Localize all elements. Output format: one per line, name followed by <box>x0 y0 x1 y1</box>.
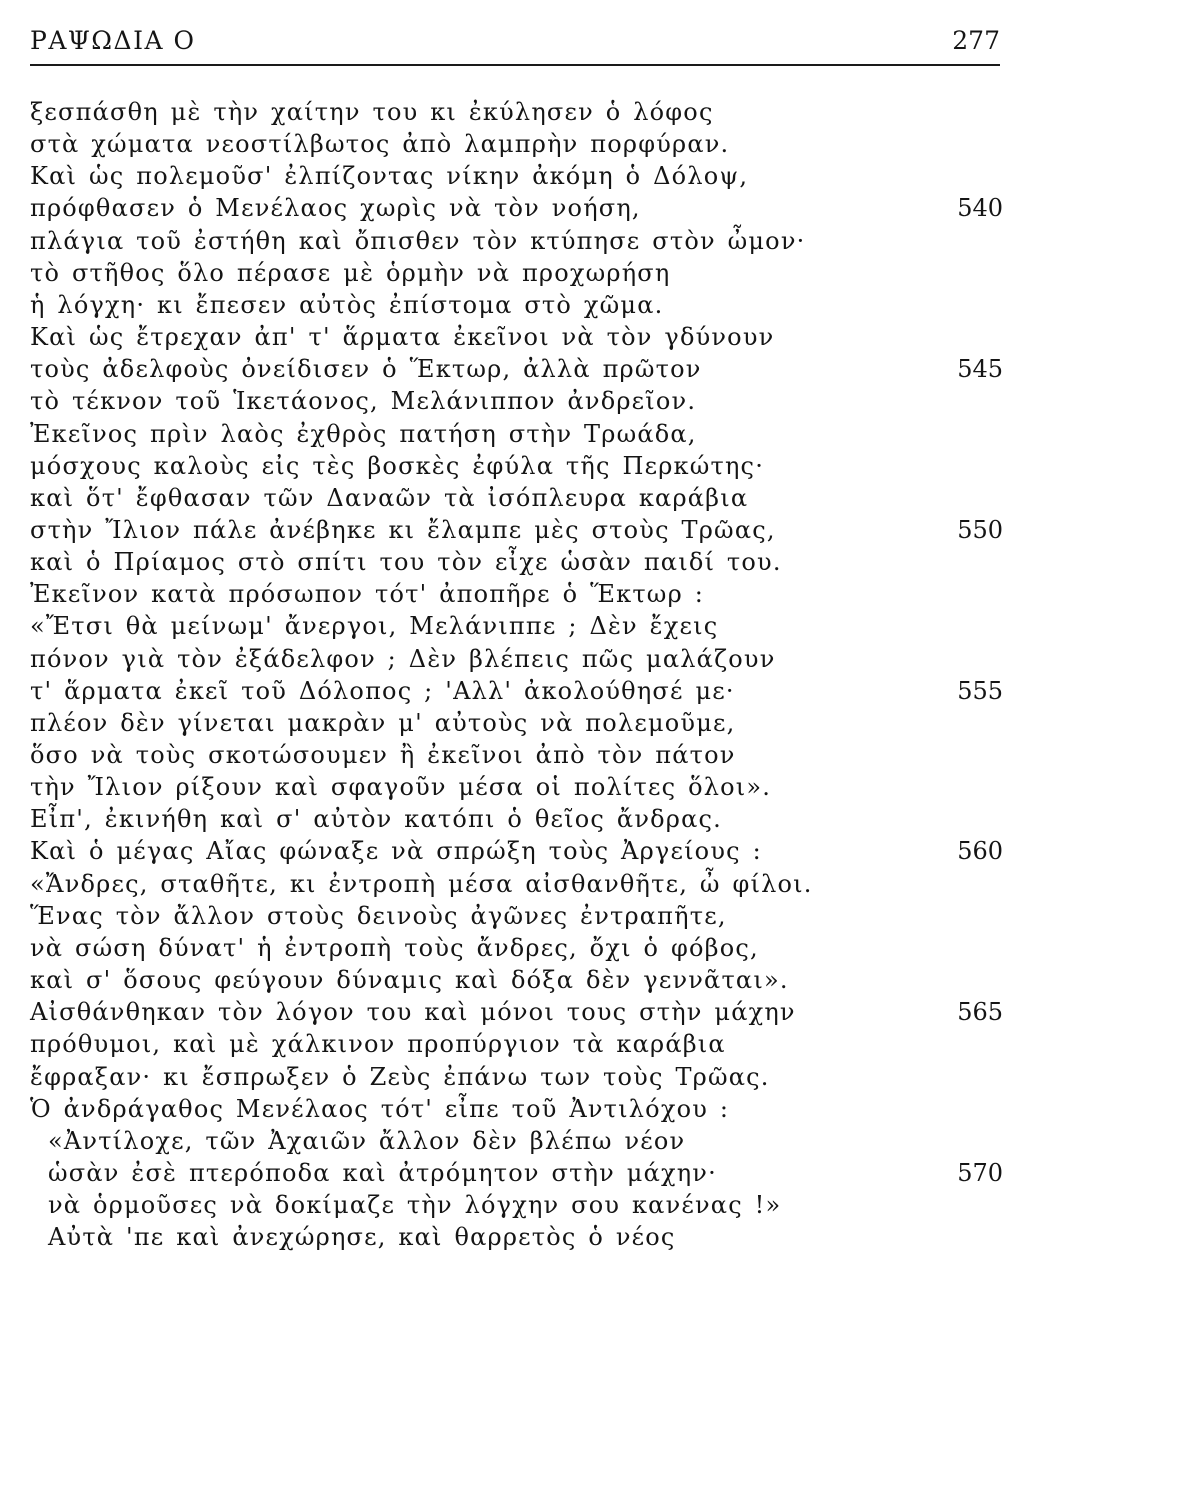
verse-line <box>0 675 1191 707</box>
verse-line <box>0 1221 1191 1253</box>
verse-text: Ἐκεῖνον κατὰ πρόσωπον τότ' ἀποπῆρε ὁ Ἕκτωρ : <box>30 580 704 609</box>
verse-line <box>0 964 1191 996</box>
verse-line <box>0 514 1191 546</box>
verse-text: καὶ ὁ Πρίαμος στὸ σπίτι του τὸν εἶχε ὡσὰν παιδί του. <box>30 548 782 577</box>
verse-text: Ὁ ἀνδράγαθος Μενέλαος τότ' εἶπε τοῦ Ἀντιλόχου : <box>30 1094 730 1123</box>
verse-text: πλάγια τοῦ ἐστήθη καὶ ὄπισθεν τὸν κτύπησε στὸν ὦμον· <box>30 226 806 255</box>
verse-line <box>0 353 1191 385</box>
page-number: 277 <box>952 26 1000 55</box>
page-header <box>30 22 1000 62</box>
verse-line <box>0 1028 1191 1060</box>
verse-line <box>0 96 1191 128</box>
verse-line <box>0 1157 1191 1189</box>
verse-text: πρόφθασεν ὁ Μενέλαος χωρὶς νὰ τὸν νοήση, <box>30 194 641 223</box>
verse-line <box>0 482 1191 514</box>
verse-line <box>0 257 1191 289</box>
verse-text: τὴν Ἴλιον ρίξουν καὶ σφαγοῦν μέσα οἱ πολίτες ὅλοι». <box>30 773 772 802</box>
verse-text: Αἰσθάνθηκαν τὸν λόγον του καὶ μόνοι τους στὴν μάχην <box>30 998 796 1027</box>
verse-text: τ' ἅρματα ἐκεῖ τοῦ Δόλοπος ; 'Αλλ' ἀκολούθησέ με· <box>30 676 735 705</box>
verse-line <box>0 578 1191 610</box>
verse-line <box>0 868 1191 900</box>
verse-line <box>0 192 1191 224</box>
verse-line <box>0 160 1191 192</box>
verse-text: Καὶ ὁ μέγας Αἴας φώναξε νὰ σπρώξη τοὺς Ἀργείους : <box>30 837 762 866</box>
verse-number: 545 <box>957 355 1003 384</box>
verse-text: «Ἄνδρες, σταθῆτε, κι ἐντροπὴ μέσα αἰσθανθῆτε, ὦ φίλοι. <box>30 869 813 898</box>
verse-text: Εἶπ', ἐκινήθη καὶ σ' αὐτὸν κατόπι ὁ θεῖος ἄνδρας. <box>30 805 722 834</box>
verse-text: ἡ λόγχη· κι ἔπεσεν αὐτὸς ἐπίστομα στὸ χῶμα. <box>30 290 664 319</box>
verse-line <box>0 996 1191 1028</box>
verse-line <box>0 225 1191 257</box>
verse-text: ἔφραξαν· κι ἔσπρωξεν ὁ Ζεὺς ἐπάνω των τοὺς Τρῶας. <box>30 1062 770 1091</box>
verse-line <box>0 385 1191 417</box>
verse-text: πόνον γιὰ τὸν ἐξάδελφον ; Δὲν βλέπεις πῶς μαλάζουν <box>30 644 776 673</box>
verse-line <box>0 289 1191 321</box>
verse-line <box>0 771 1191 803</box>
verse-line <box>0 546 1191 578</box>
verse-line <box>0 1189 1191 1221</box>
verse-line <box>0 932 1191 964</box>
verse-text: Αὐτὰ 'πε καὶ ἀνεχώρησε, καὶ θαρρετὸς ὁ νέος <box>48 1223 676 1252</box>
verse-line <box>0 1061 1191 1093</box>
verse-text: ξεσπάσθη μὲ τὴν χαίτην του κι ἐκύλησεν ὁ λόφος <box>30 98 714 126</box>
verse-line <box>0 128 1191 160</box>
verse-line <box>0 321 1191 353</box>
verse-text: τὸ τέκνον τοῦ Ἱκετάονος, Μελάνιππον ἀνδρεῖον. <box>30 387 697 416</box>
verse-text: καὶ σ' ὅσους φεύγουν δύναμις καὶ δόξα δὲν γεννᾶται». <box>30 966 789 995</box>
verse-line <box>0 418 1191 450</box>
verse-number: 565 <box>957 998 1003 1027</box>
verse-text: ὅσο νὰ τοὺς σκοτώσουμεν ἢ ἐκεῖνοι ἀπὸ τὸν πάτον <box>30 741 736 769</box>
verse-line <box>0 900 1191 932</box>
verse-text: Καὶ ὡς πολεμοῦσ' ἐλπίζοντας νίκην ἀκόμη ὁ Δόλοψ, <box>30 162 749 191</box>
running-title: ΡΑΨΩΔΙΑ Ο <box>30 26 196 55</box>
verse-text: μόσχους καλοὺς εἰς τὲς βοσκὲς ἐφύλα τῆς Περκώτης· <box>30 451 765 480</box>
verse-number: 540 <box>957 194 1003 223</box>
verse-text: Ἐκεῖνος πρὶν λαὸς ἐχθρὸς πατήση στὴν Τρωάδα, <box>30 419 697 448</box>
header-rule <box>30 64 1000 66</box>
verse-text: «Ἔτσι θὰ μείνωμ' ἄνεργοι, Μελάνιππε ; Δὲν ἔχεις <box>30 612 719 641</box>
verse-text: τοὺς ἀδελφοὺς ὀνείδισεν ὁ Ἕκτωρ, ἀλλὰ πρῶτον <box>30 355 702 384</box>
verse-line <box>0 1093 1191 1125</box>
verse-line <box>0 610 1191 642</box>
verse-line <box>0 643 1191 675</box>
verse-text: στὰ χώματα νεοστίλβωτος ἀπὸ λαμπρὴν πορφύραν. <box>30 130 730 159</box>
verse-text: Καὶ ὡς ἔτρεχαν ἀπ' τ' ἅρματα ἐκεῖνοι νὰ τὸν γδύνουν <box>30 323 775 352</box>
verse-number: 560 <box>957 837 1003 866</box>
verse-line <box>0 803 1191 835</box>
verse-line <box>0 1125 1191 1157</box>
verse-line <box>0 835 1191 867</box>
verse-text: νὰ ὁρμοῦσες νὰ δοκίμαζε τὴν λόγχην σου κανένας !» <box>48 1191 782 1220</box>
verse-line <box>0 739 1191 771</box>
verse-text: πλέον δὲν γίνεται μακρὰν μ' αὐτοὺς νὰ πολεμοῦμε, <box>30 708 736 737</box>
verse-number: 550 <box>957 515 1003 544</box>
verse-line <box>0 707 1191 739</box>
verse-text: καὶ ὅτ' ἔφθασαν τῶν Δαναῶν τὰ ἰσόπλευρα καράβια <box>30 483 749 512</box>
verse-text: νὰ σώση δύνατ' ἡ ἐντροπὴ τοὺς ἄνδρες, ὄχι ὁ φόβος, <box>30 933 759 962</box>
verse-text: Ἕνας τὸν ἄλλον στοὺς δεινοὺς ἀγῶνες ἐντραπῆτε, <box>30 901 727 930</box>
verse-number: 570 <box>957 1158 1003 1187</box>
verse-text: τὸ στῆθος ὅλο πέρασε μὲ ὁρμὴν νὰ προχωρήση <box>30 258 671 287</box>
verse-text: στὴν Ἴλιον πάλε ἀνέβηκε κι ἔλαμπε μὲς στοὺς Τρῶας, <box>30 515 776 544</box>
verse-line <box>0 450 1191 482</box>
verse-text: ὡσὰν ἐσὲ πτερόποδα καὶ ἀτρόμητον στὴν μάχην· <box>48 1158 717 1187</box>
verse-text: πρόθυμοι, καὶ μὲ χάλκινον προπύργιον τὰ καράβια <box>30 1030 726 1059</box>
verse-text: «Ἀντίλοχε, τῶν Ἀχαιῶν ἄλλον δὲν βλέπω νέον <box>48 1126 686 1155</box>
verse-number: 555 <box>957 676 1003 705</box>
